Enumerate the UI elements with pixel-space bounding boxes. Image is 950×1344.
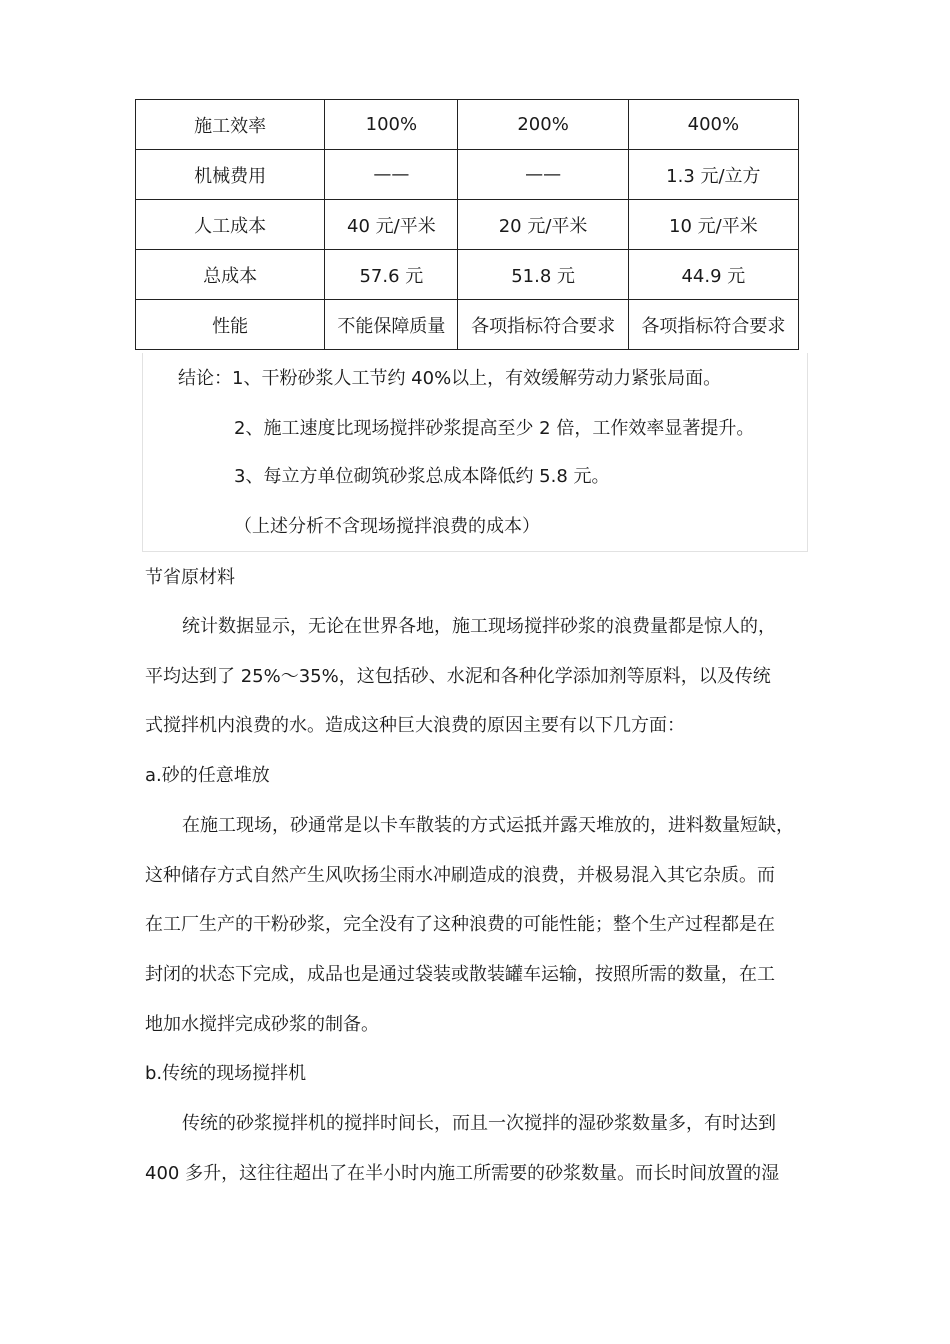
- table-cell: 机械费用: [136, 150, 325, 200]
- table-cell: 各项指标符合要求: [628, 300, 798, 350]
- conclusion-line-2: 2、施工速度比现场搅拌砂浆提高至少 2 倍，工作效率显著提升。: [234, 418, 755, 439]
- paragraph-line: 封闭的状态下完成，成品也是通过袋装或散装罐车运输，按照所需的数量，在工: [145, 964, 775, 985]
- table-cell: 各项指标符合要求: [458, 300, 628, 350]
- table-cell: ——: [458, 150, 628, 200]
- paragraph-line: 在施工现场，砂通常是以卡车散装的方式运抵并露天堆放的，进料数量短缺，: [182, 815, 794, 836]
- paragraph-line: 平均达到了 25%～35%，这包括砂、水泥和各种化学添加剂等原料，以及传统: [145, 666, 771, 687]
- table-cell: 20 元/平米: [458, 200, 628, 250]
- table-row: [136, 100, 799, 150]
- paragraph-line: 式搅拌机内浪费的水。造成这种巨大浪费的原因主要有以下几方面：: [145, 715, 685, 736]
- paragraph-line: 400 多升，这往往超出了在半小时内施工所需要的砂浆数量。而长时间放置的湿: [145, 1163, 780, 1184]
- table-cell: 施工效率: [136, 100, 325, 150]
- table-cell: 400%: [628, 100, 798, 150]
- table-row: [136, 200, 799, 250]
- table-row: [136, 150, 799, 200]
- paragraph-line: 统计数据显示，无论在世界各地，施工现场搅拌砂浆的浪费量都是惊人的，: [182, 616, 776, 637]
- table-cell: 57.6 元: [325, 250, 458, 300]
- paragraph-line: 地加水搅拌完成砂浆的制备。: [145, 1014, 379, 1035]
- conclusion-note: （上述分析不含现场搅拌浪费的成本）: [234, 516, 540, 537]
- table-cell: 200%: [458, 100, 628, 150]
- paragraph-line: 传统的砂浆搅拌机的搅拌时间长，而且一次搅拌的湿砂浆数量多，有时达到: [182, 1113, 776, 1134]
- table-cell: 44.9 元: [628, 250, 798, 300]
- conclusion-line-1: 结论：1、干粉砂浆人工节约 40%以上，有效缓解劳动力紧张局面。: [178, 368, 722, 389]
- table-cell: 总成本: [136, 250, 325, 300]
- table-cell: 40 元/平米: [325, 200, 458, 250]
- table-cell: 100%: [325, 100, 458, 150]
- table-cell: ——: [325, 150, 458, 200]
- table-cell: 不能保障质量: [325, 300, 458, 350]
- paragraph-line: 这种储存方式自然产生风吹扬尘雨水冲刷造成的浪费，并极易混入其它杂质。而: [145, 865, 775, 886]
- table-cell: 人工成本: [136, 200, 325, 250]
- table-row: [136, 300, 799, 350]
- table-cell: 10 元/平米: [628, 200, 798, 250]
- cost-comparison-table: [135, 99, 799, 350]
- table-cell: 性能: [136, 300, 325, 350]
- paragraph-line: 在工厂生产的干粉砂浆，完全没有了这种浪费的可能性能；整个生产过程都是在: [145, 914, 775, 935]
- conclusion-line-3: 3、每立方单位砌筑砂浆总成本降低约 5.8 元。: [234, 466, 610, 487]
- table-cell: 51.8 元: [458, 250, 628, 300]
- subheading-a: a.砂的任意堆放: [145, 765, 270, 786]
- table-cell: 1.3 元/立方: [628, 150, 798, 200]
- subheading-b: b.传统的现场搅拌机: [145, 1063, 307, 1084]
- section-title: 节省原材料: [145, 567, 235, 588]
- table-row: [136, 250, 799, 300]
